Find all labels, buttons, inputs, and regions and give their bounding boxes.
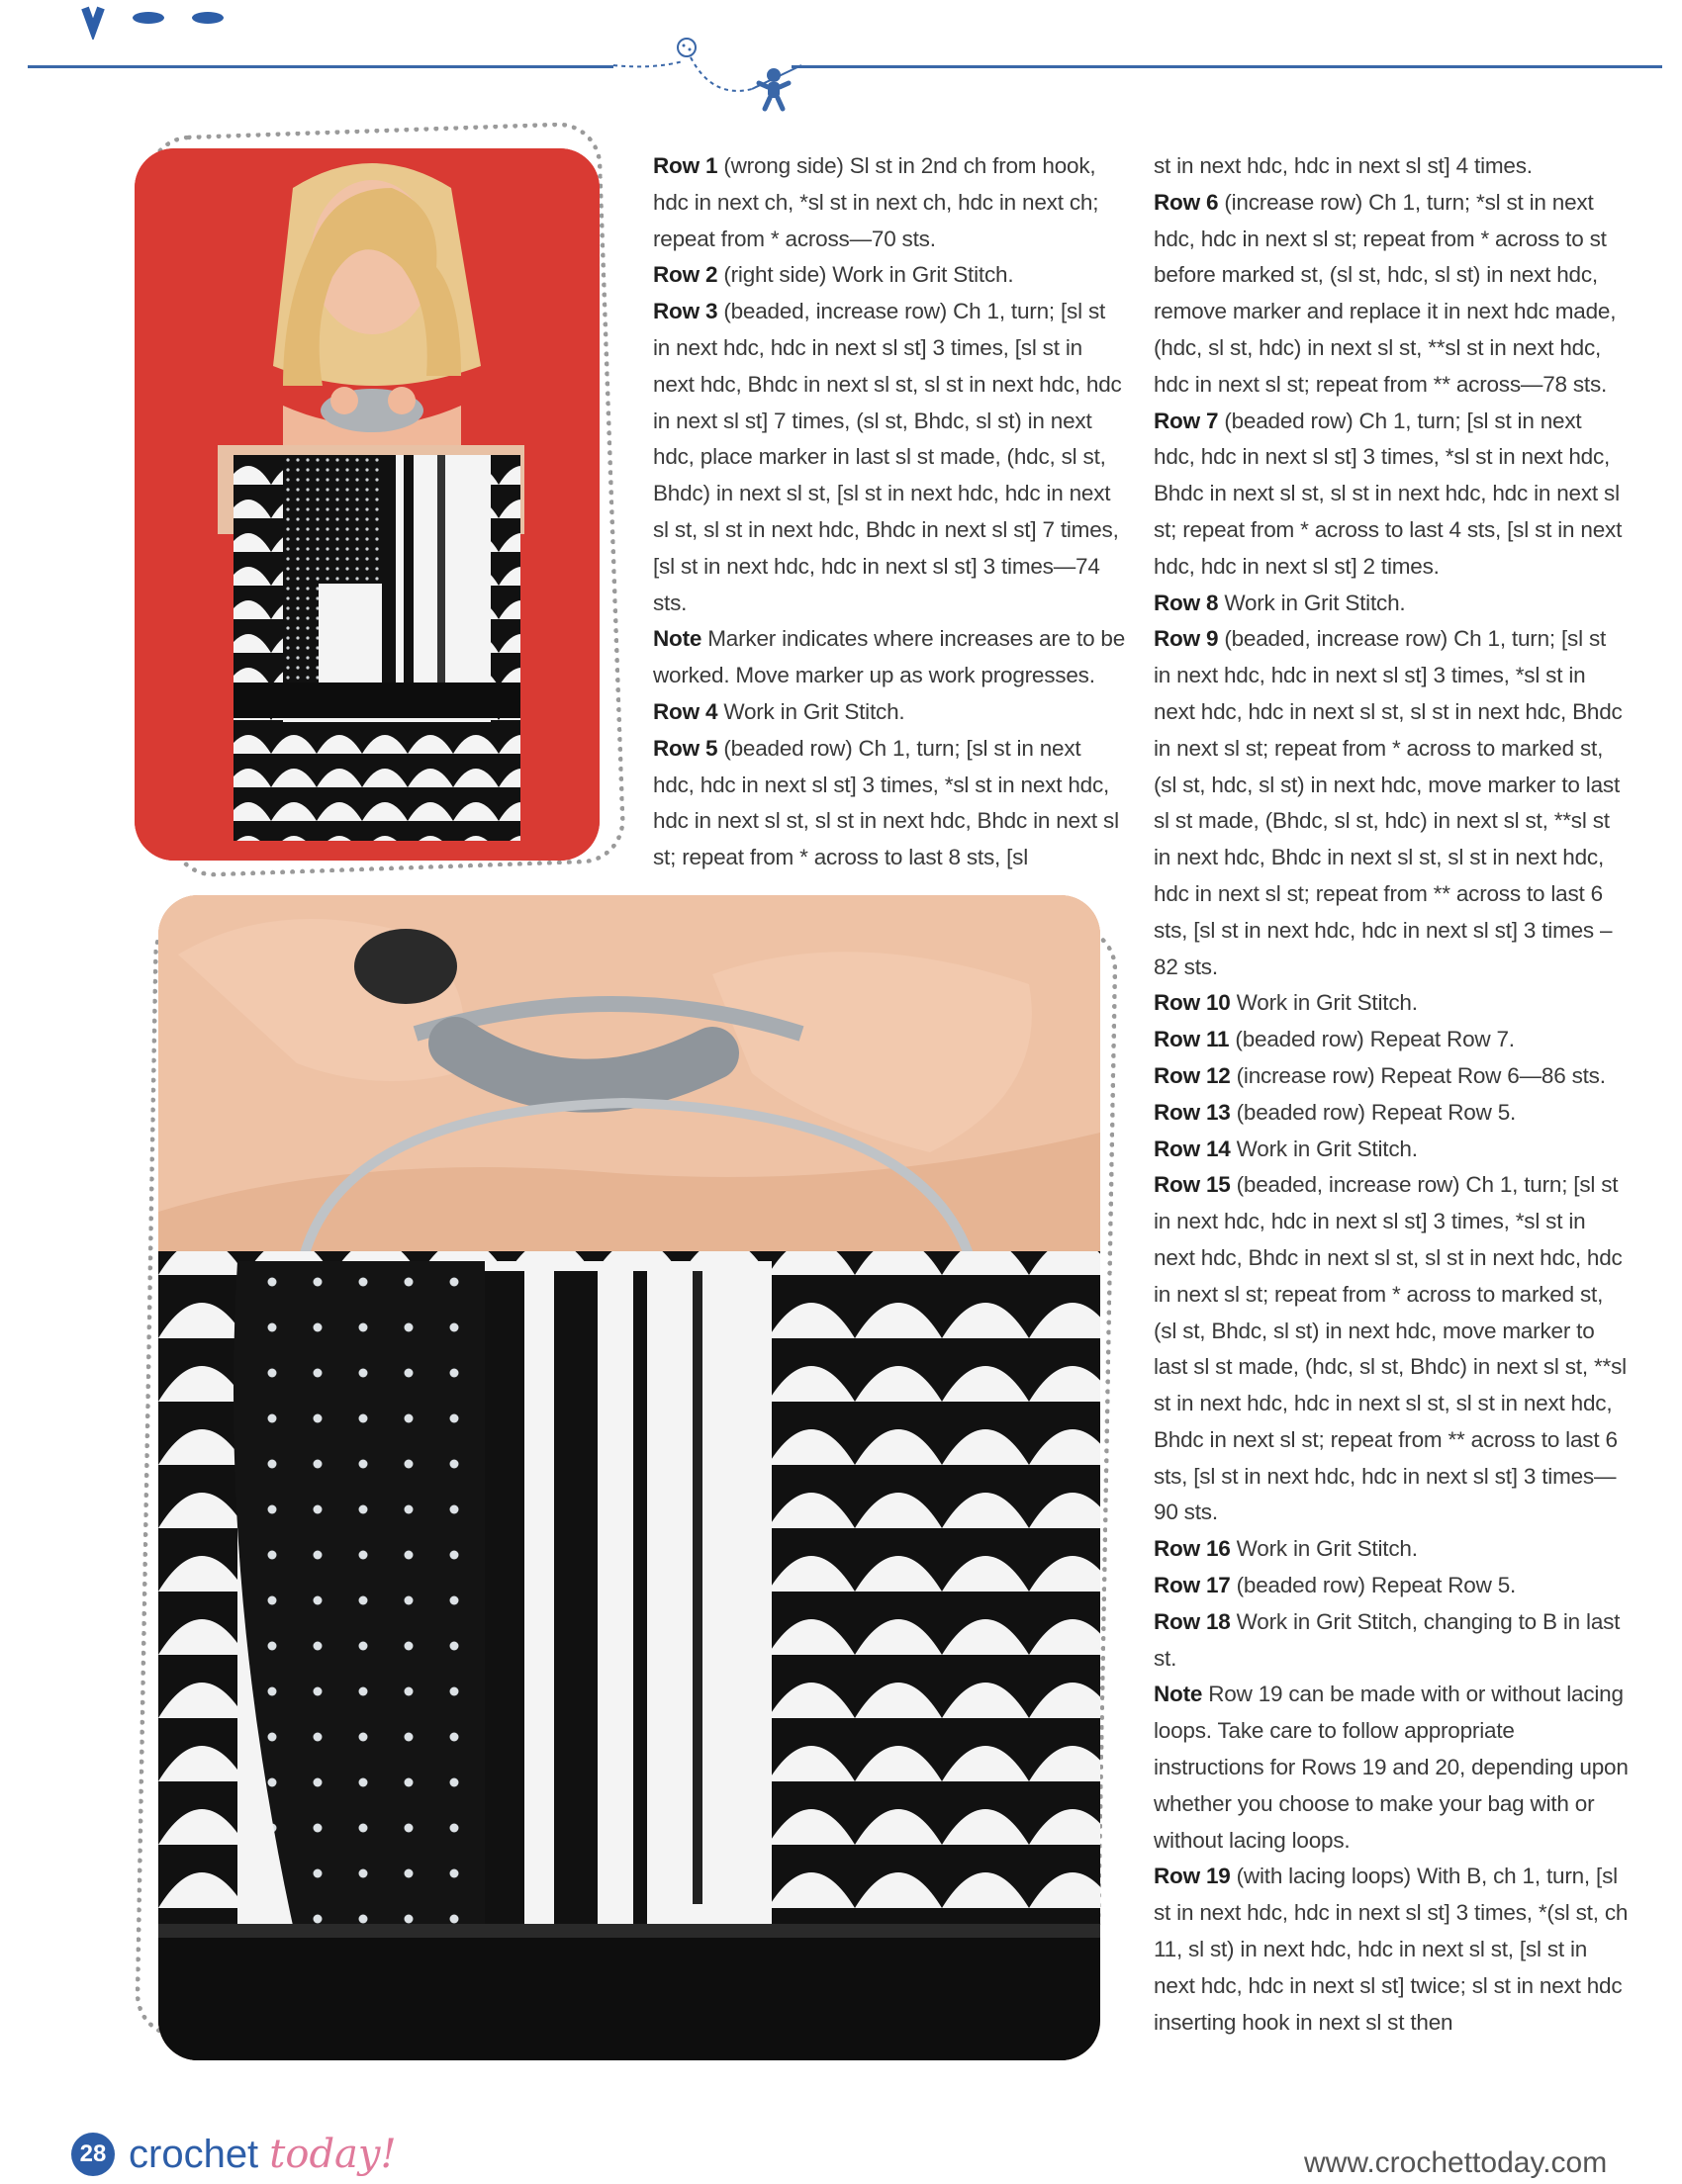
- row-label: Row 19: [1154, 1864, 1231, 1889]
- row-label: Note: [1154, 1682, 1203, 1707]
- footer-url[interactable]: www.crochettoday.com: [1304, 2146, 1608, 2179]
- row-label: Row 11: [1154, 1027, 1230, 1052]
- page-number: 28: [71, 2133, 115, 2176]
- brand-part2: today!: [269, 2132, 397, 2177]
- row-text: Work in Grit Stitch.: [1230, 990, 1418, 1016]
- instruction-paragraph: [1154, 1058, 1629, 1095]
- row-text: (wrong side) Sl st in 2nd ch from hook, hdc in next ch, *sl st in next ch, hdc in next ch; repeat from * across—70 sts.: [653, 153, 1099, 251]
- button-decoration-icon: [678, 39, 696, 56]
- top-rule: [28, 65, 1662, 68]
- bottom-photo: [158, 895, 1100, 2060]
- header-decoration: [613, 30, 801, 119]
- row-text: (beaded, increase row) Ch 1, turn; [sl st in next hdc, hdc in next sl st] 3 times, *sl st in next hdc, hdc in next sl st, sl st in next hdc, Bhdc in next sl st; repeat from * across to marked st, (sl st, hdc, sl st) in next hdc, move marker to last sl st made, (Bhdc, sl st, hdc) in next sl st, **sl st in next hdc, Bhdc in next sl st, sl st in next hdc, hdc in next sl st; repeat from ** across to last 6 sts, [sl st in next hdc, hdc in next sl st] 3 times – 82 sts.: [1154, 626, 1623, 979]
- row-label: Row 2: [653, 262, 718, 288]
- row-label: Row 1: [653, 153, 718, 178]
- instruction-paragraph: [1154, 1022, 1629, 1058]
- instructions-column-2: [1154, 148, 1629, 2041]
- row-text: Work in Grit Stitch, changing to B in last st.: [1154, 1608, 1621, 1671]
- row-text: (beaded row) Repeat Row 5.: [1230, 1573, 1517, 1598]
- row-text: (beaded, increase row) Ch 1, turn; [sl st in next hdc, hdc in next sl st] 3 times, *sl st in next hdc, Bhdc in next sl st, sl st in next hdc, hdc in next sl st; repeat from * across to marked st, (sl st, Bhdc, sl st) in next hdc, move marker to last sl st made, (hdc, sl st, Bhdc) in next sl st, **sl st in next hdc, hdc in next sl st, sl st in next hdc, Bhdc in next sl st; repeat from ** across to last 6 sts, [sl st in next hdc, hdc in next sl st] 3 times—90 sts.: [1154, 1172, 1627, 1525]
- row-label: Note: [653, 626, 702, 652]
- row-label: Row 3: [653, 299, 718, 324]
- row-label: Row 12: [1154, 1062, 1231, 1088]
- row-text: (increase row) Repeat Row 6—86 sts.: [1230, 1062, 1606, 1088]
- instruction-paragraph: [1154, 1604, 1629, 1678]
- row-label: Row 14: [1154, 1136, 1231, 1161]
- row-text: (increase row) Ch 1, turn; *sl st in next hdc, hdc in next sl st; repeat from * across to st before marked st, (sl st, hdc, sl st) in next hdc, remove marker and replace it in next hdc made, (hdc, sl st, hdc) in next sl st, **sl st in next hdc, hdc in next sl st; repeat from ** across—78 sts.: [1154, 189, 1617, 397]
- row-label: Row 13: [1154, 1099, 1231, 1125]
- row-label: Row 6: [1154, 189, 1219, 215]
- row-text: (beaded row) Repeat Row 7.: [1229, 1027, 1515, 1052]
- instruction-paragraph: [653, 621, 1128, 694]
- instruction-paragraph: [1154, 586, 1629, 622]
- row-text: (with lacing loops) With B, ch 1, turn, [sl st in next hdc, hdc in next sl st] 3 times, *(sl st, ch 11, sl st) in next hdc, hdc in next sl st, [sl st in next hdc, hdc in next sl st] twice; sl st in next hdc inserting hook in next sl st then: [1154, 1864, 1629, 2035]
- row-text: (beaded, increase row) Ch 1, turn; [sl st in next hdc, hdc in next sl st] 3 times, [sl st in next hdc, Bhdc in next sl st, sl st in next hdc, hdc in next sl st] 7 times, (sl st, Bhdc, sl st) in next hdc, place marker in last sl st made, (hdc, sl st, Bhdc) in next sl st, [sl st in next hdc, hdc in next sl st, sl st in next hdc, Bhdc in next sl st] 7 times, [sl st in next hdc, hdc in next sl st] 3 times—74 sts.: [653, 299, 1122, 615]
- instruction-paragraph: [653, 694, 1128, 731]
- row-text: (beaded row) Ch 1, turn; [sl st in next hdc, hdc in next sl st] 3 times, *sl st in next hdc, Bhdc in next sl st, sl st in next hdc, hdc in next sl st; repeat from * across to last 4 sts, [sl st in next hdc, hdc in next sl st] 2 times.: [1154, 408, 1623, 579]
- row-text: Row 19 can be made with or without lacing loops. Take care to follow appropriate instructions for Rows 19 and 20, depending upon whether you choose to make your bag with or without lacing loops.: [1154, 1682, 1629, 1853]
- instruction-paragraph: [1154, 1677, 1629, 1859]
- row-text: Work in Grit Stitch.: [1230, 1536, 1418, 1562]
- instructions-column-1: [653, 148, 1128, 876]
- instruction-paragraph: [1154, 404, 1629, 586]
- instruction-paragraph: [1154, 1568, 1629, 1604]
- row-text: (right side) Work in Grit Stitch.: [717, 262, 1014, 288]
- instruction-paragraph: [1154, 1859, 1629, 2041]
- instruction-paragraph: [1154, 1132, 1629, 1168]
- row-label: Row 15: [1154, 1172, 1231, 1198]
- row-label: Row 17: [1154, 1573, 1231, 1598]
- row-text: (beaded row) Ch 1, turn; [sl st in next hdc, hdc in next sl st] 3 times, *sl st in next hdc, hdc in next sl st, sl st in next hdc, Bhdc in next sl st; repeat from * across to last 8 sts, [sl: [653, 735, 1119, 870]
- row-label: Row 8: [1154, 590, 1219, 615]
- instruction-paragraph: [653, 731, 1128, 876]
- header-logo-fragment: [79, 0, 277, 40]
- instruction-paragraph: [1154, 1531, 1629, 1568]
- row-text: Work in Grit Stitch.: [1230, 1136, 1418, 1161]
- instruction-paragraph: [1154, 985, 1629, 1022]
- row-text: (beaded row) Repeat Row 5.: [1230, 1099, 1517, 1125]
- brand-logo: [129, 2132, 397, 2177]
- instruction-paragraph: [653, 148, 1128, 257]
- row-text: Work in Grit Stitch.: [1218, 590, 1406, 615]
- instruction-paragraph: [653, 294, 1128, 621]
- instruction-paragraph: [653, 257, 1128, 294]
- row-label: Row 7: [1154, 408, 1219, 433]
- row-label: Row 18: [1154, 1608, 1231, 1634]
- row-text: Work in Grit Stitch.: [717, 698, 905, 724]
- instruction-paragraph: [1154, 185, 1629, 404]
- instruction-paragraph: [1154, 1167, 1629, 1531]
- row-label: Row 16: [1154, 1536, 1231, 1562]
- footer-brand: [71, 2125, 397, 2184]
- row-label: Row 9: [1154, 626, 1219, 652]
- instruction-paragraph: [1154, 1095, 1629, 1132]
- row-text: st in next hdc, hdc in next sl st] 4 times.: [1154, 153, 1533, 178]
- row-label: Row 5: [653, 735, 718, 761]
- brand-part1: crochet: [129, 2133, 259, 2176]
- instruction-paragraph: [1154, 148, 1629, 185]
- row-text: Marker indicates where increases are to be worked. Move marker up as work progresses.: [653, 626, 1126, 688]
- row-label: Row 10: [1154, 990, 1231, 1016]
- top-photo: [135, 148, 600, 861]
- row-label: Row 4: [653, 698, 718, 724]
- instruction-paragraph: [1154, 621, 1629, 985]
